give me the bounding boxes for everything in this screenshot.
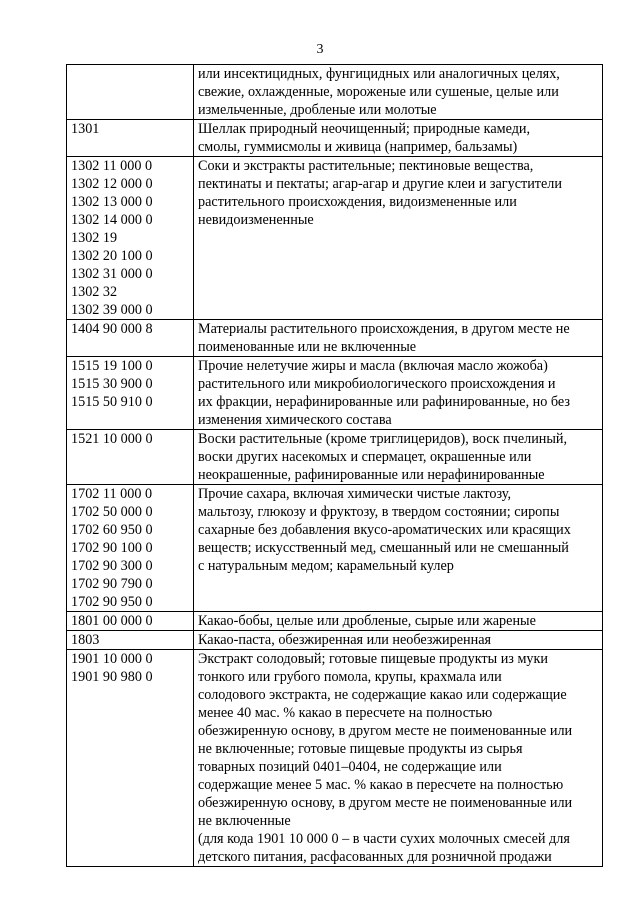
code-cell xyxy=(67,612,194,631)
code-line: 1302 12 000 0 xyxy=(71,176,153,192)
description-cell xyxy=(194,631,603,650)
description-cell xyxy=(194,120,603,157)
code-line: 1515 19 100 0 xyxy=(71,358,153,374)
table-row xyxy=(67,65,603,120)
code-line: 1404 90 000 8 xyxy=(71,321,153,337)
table-body xyxy=(67,65,603,867)
description-cell xyxy=(194,430,603,485)
code-line: 1302 32 xyxy=(71,284,118,300)
table-row xyxy=(67,650,603,867)
code-cell xyxy=(67,120,194,157)
description-text: Экстракт солодовый; готовые пищевые продукты из муки тонкого или грубого помола, крупы, крахмала или солодового экстракта, не содержащие какао или содержащие менее 40 мас. % какао в пересчете на полностью обезжиренную основу, в другом месте не поименованные или не включенные; готовые пищевые продукты из сырья товарных позиций 0401–0404, не содержащие или содержащие менее 5 мас. % какао в пересчете на полностью обезжиренную основу, в другом месте не поименованные или не включенные (для кода 1901 10 000 0 – в части сухих молочных смесей для детского питания, расфасованных для розничной продажи xyxy=(198,651,573,865)
code-line: 1901 90 980 0 xyxy=(71,669,153,685)
table-row xyxy=(67,631,603,650)
description-text: Прочие нелетучие жиры и масла (включая масло жожоба) растительного или микробиологического происхождения и их фракции, нерафинированные или рафинированные, но без изменения химического состава xyxy=(198,358,571,428)
code-line: 1801 00 000 0 xyxy=(71,613,153,629)
table-row xyxy=(67,120,603,157)
code-cell xyxy=(67,320,194,357)
code-line: 1702 90 300 0 xyxy=(71,558,153,574)
description-cell xyxy=(194,357,603,430)
table-row xyxy=(67,430,603,485)
description-text: Какао-паста, обезжиренная или необезжиренная xyxy=(198,632,492,648)
code-line: 1702 60 950 0 xyxy=(71,522,153,538)
code-line: 1702 50 000 0 xyxy=(71,504,153,520)
description-cell xyxy=(194,485,603,612)
table-row xyxy=(67,485,603,612)
code-cell xyxy=(67,485,194,612)
code-line: 1521 10 000 0 xyxy=(71,431,153,447)
code-line: 1702 90 950 0 xyxy=(71,594,153,610)
code-line: 1302 31 000 0 xyxy=(71,266,153,282)
description-text: Какао-бобы, целые или дробленые, сырые или жареные xyxy=(198,613,536,629)
description-cell xyxy=(194,320,603,357)
description-text: Материалы растительного происхождения, в другом месте не поименованные или не включенные xyxy=(198,321,570,355)
description-cell xyxy=(194,157,603,320)
code-line: 1302 13 000 0 xyxy=(71,194,153,210)
code-cell xyxy=(67,357,194,430)
description-text: Соки и экстракты растительные; пектиновые вещества, пектинаты и пектаты; агар-агар и другие клеи и загустители растительного происхождения, видоизмененные или невидоизмененные xyxy=(198,158,562,228)
code-line: 1302 14 000 0 xyxy=(71,212,153,228)
code-line: 1515 50 910 0 xyxy=(71,394,153,410)
description-cell xyxy=(194,65,603,120)
description-text: или инсектицидных, фунгицидных или аналогичных целях, свежие, охлажденные, мороженые или сушеные, целые или измельченные, дробленые или молотые xyxy=(198,66,560,118)
code-line: 1515 30 900 0 xyxy=(71,376,153,392)
code-line: 1302 11 000 0 xyxy=(71,158,153,174)
code-line: 1702 90 790 0 xyxy=(71,576,153,592)
description-text: Воски растительные (кроме триглицеридов), воск пчелиный, воски других насекомых и спермацет, окрашенные или неокрашенные, рафинированные или нерафинированные xyxy=(198,431,568,483)
table-row xyxy=(67,320,603,357)
description-text: Прочие сахара, включая химически чистые лактозу, мальтозу, глюкозу и фруктозу, в твердом состоянии; сиропы сахарные без добавления вкусо-ароматических или красящих веществ; искусственный мед, смешанный или не смешанный с натуральным медом; карамельный кулер xyxy=(198,486,571,574)
table-row xyxy=(67,357,603,430)
code-line: 1803 xyxy=(71,632,100,648)
code-line: 1702 90 100 0 xyxy=(71,540,153,556)
commodity-codes-table xyxy=(66,64,603,867)
description-cell xyxy=(194,650,603,867)
page-number: 3 xyxy=(316,42,324,57)
code-cell xyxy=(67,631,194,650)
description-cell xyxy=(194,612,603,631)
code-cell xyxy=(67,430,194,485)
code-line: 1302 19 xyxy=(71,230,118,246)
code-cell xyxy=(67,157,194,320)
code-line: 1901 10 000 0 xyxy=(71,651,153,667)
code-line: 1302 20 100 0 xyxy=(71,248,153,264)
table-row xyxy=(67,157,603,320)
code-cell xyxy=(67,650,194,867)
code-line: 1702 11 000 0 xyxy=(71,486,153,502)
table-row xyxy=(67,612,603,631)
code-cell xyxy=(67,65,194,120)
code-line: 1301 xyxy=(71,121,100,137)
code-line: 1302 39 000 0 xyxy=(71,302,153,318)
description-text: Шеллак природный неочищенный; природные камеди, смолы, гуммисмолы и живица (например, бальзамы) xyxy=(198,121,531,155)
